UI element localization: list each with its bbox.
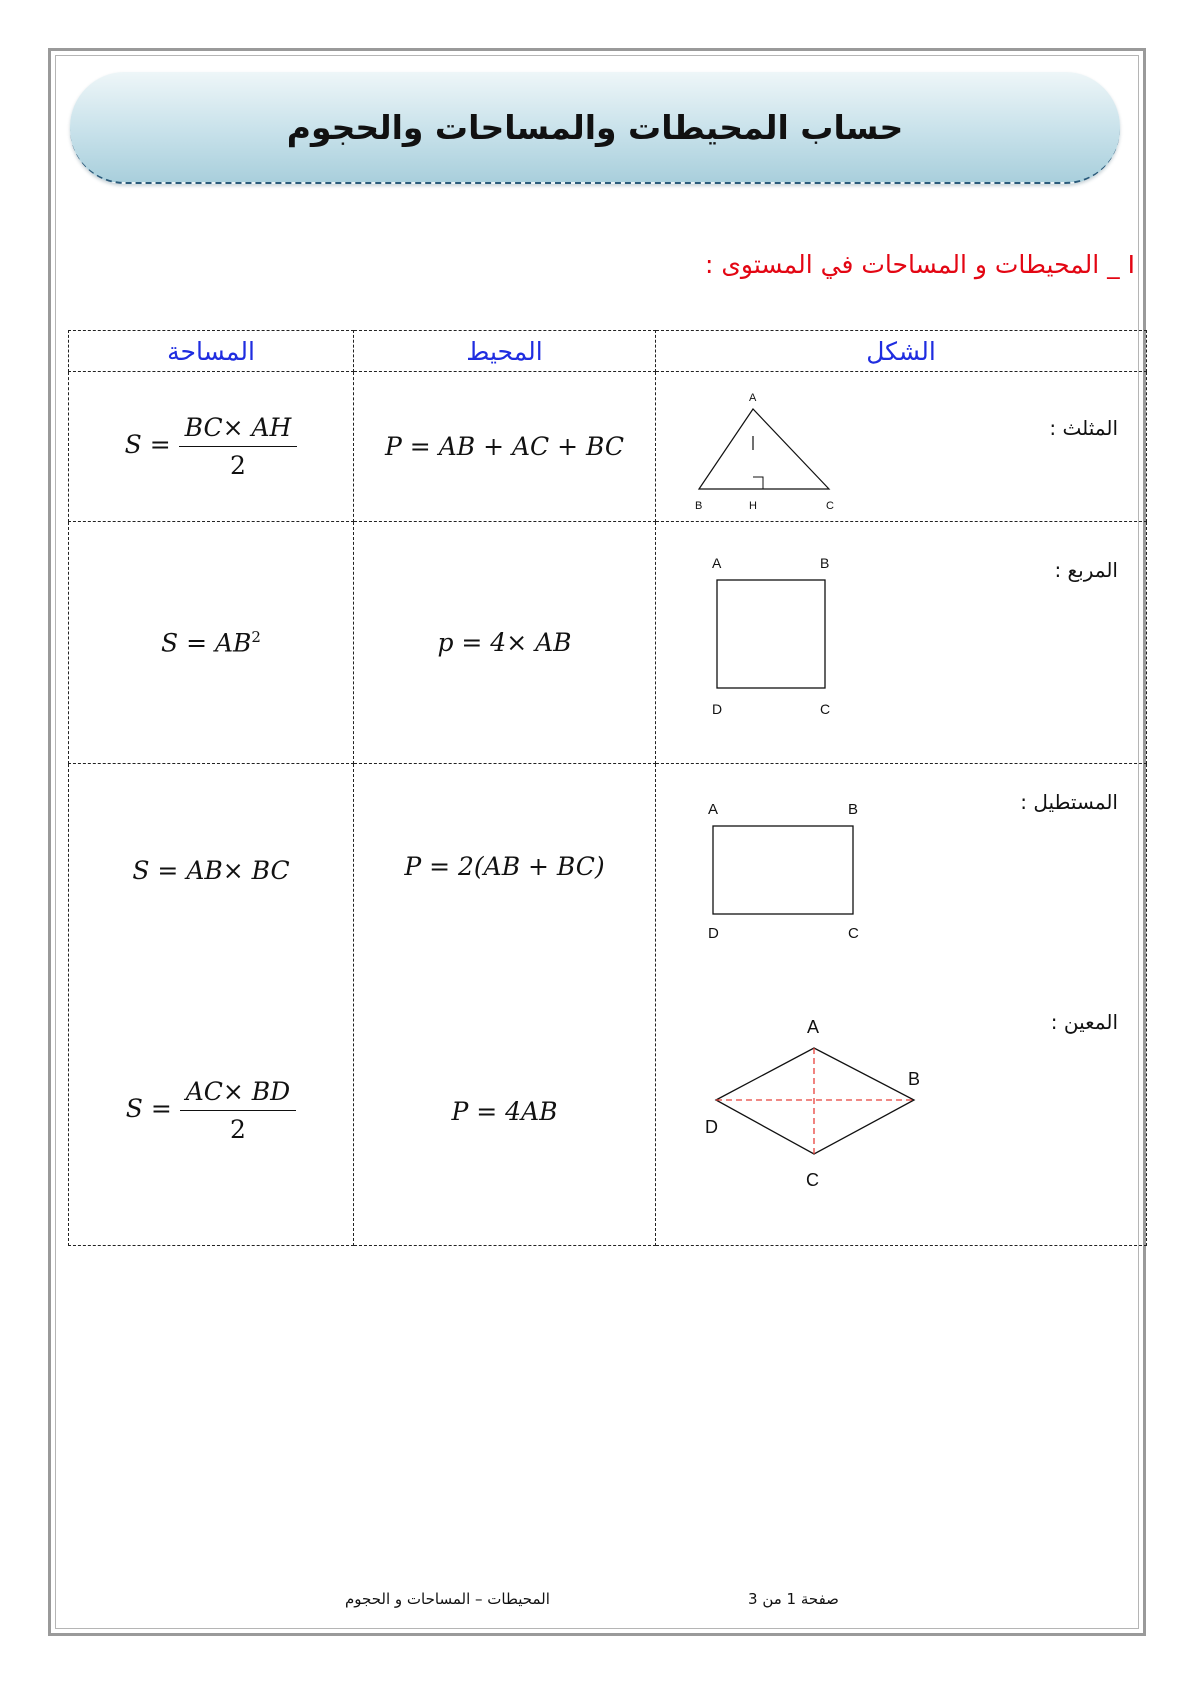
rectangle-outline <box>713 826 853 914</box>
rhombus-diagram <box>696 1014 956 1214</box>
rhombus-name: المعين : <box>1050 1010 1118 1034</box>
rhombus-area-cell <box>69 1077 353 1144</box>
triangle-name: المثلث : <box>1049 416 1118 440</box>
section-heading: I _ المحيطات و المساحات في المستوى : <box>704 250 1135 279</box>
header-area: المساحة <box>69 331 354 372</box>
vertex-label-c: C <box>806 1170 819 1190</box>
vertex-label-a: A <box>712 555 722 571</box>
rectangle-area: S = AB× BC <box>132 856 290 885</box>
rhombus-area-prefix: S = <box>125 1094 172 1123</box>
page-title: حساب المحيطات والمساحات والحجوم <box>286 107 904 147</box>
table-row <box>69 372 1147 522</box>
triangle-perimeter: P = AB + AC + BC <box>354 372 656 522</box>
square-area-exponent: 2 <box>251 627 261 646</box>
vertex-label-b: B <box>820 555 830 571</box>
square-name: المربع : <box>1054 558 1118 582</box>
vertex-label-a: A <box>807 1017 820 1037</box>
rhombus-outline <box>716 1048 914 1154</box>
table-row <box>69 764 1147 1246</box>
square-outline <box>717 580 825 688</box>
footer-subject: المحيطات – المساحات و الحجوم <box>345 1590 550 1608</box>
triangle-outline <box>699 409 829 489</box>
triangle-area-cell <box>69 372 354 522</box>
square-perimeter: p = 4× AB <box>354 522 656 764</box>
vertex-label-d: D <box>708 925 719 942</box>
rectangle-perimeter: P = 2(AB + BC) <box>404 852 605 881</box>
triangle-shape-cell <box>656 372 1147 522</box>
vertex-label-d: D <box>712 701 723 717</box>
vertex-label-a: A <box>708 801 719 818</box>
triangle-diagram <box>686 384 886 509</box>
formulas-table <box>68 330 1147 1246</box>
vertex-label-c: C <box>820 701 831 717</box>
rectangle-name: المستطيل : <box>1020 790 1118 814</box>
table-row <box>69 522 1147 764</box>
square-area-cell <box>69 522 354 764</box>
vertex-label-b: B <box>908 1069 921 1089</box>
triangle-area-denominator: 2 <box>230 451 246 480</box>
table-header-row <box>69 331 1147 372</box>
rhombus-area-denominator: 2 <box>230 1115 246 1144</box>
square-shape-cell <box>656 522 1147 764</box>
rectangle-diagram <box>696 790 896 950</box>
title-banner <box>70 72 1120 184</box>
rhombus-perimeter: P = 4AB <box>451 1097 558 1126</box>
area-cell-rectangle-rhombus <box>69 764 354 1246</box>
header-shape: الشكل <box>656 331 1147 372</box>
vertex-label-a: A <box>749 392 757 404</box>
rhombus-area-numerator: AC× BD <box>180 1077 297 1111</box>
vertex-label-c: C <box>826 500 834 509</box>
vertex-label-c: C <box>848 925 859 942</box>
triangle-area-numerator: BC× AH <box>179 413 298 447</box>
vertex-label-d: D <box>705 1117 718 1137</box>
square-area: S = AB <box>161 628 252 658</box>
triangle-area-fraction <box>179 413 298 480</box>
footer-page-number: صفحة 1 من 3 <box>748 1590 839 1608</box>
perimeter-cell-rectangle-rhombus <box>354 764 656 1246</box>
rectangle-rhombus-shape-cell <box>656 764 1147 1246</box>
rhombus-area-fraction <box>180 1077 297 1144</box>
square-diagram <box>696 542 876 742</box>
right-angle-mark <box>753 477 763 489</box>
header-perimeter: المحيط <box>354 331 656 372</box>
vertex-label-b: B <box>848 801 859 818</box>
triangle-area-prefix: S = <box>124 430 171 459</box>
vertex-label-h: H <box>749 500 757 509</box>
vertex-label-b: B <box>695 500 703 509</box>
